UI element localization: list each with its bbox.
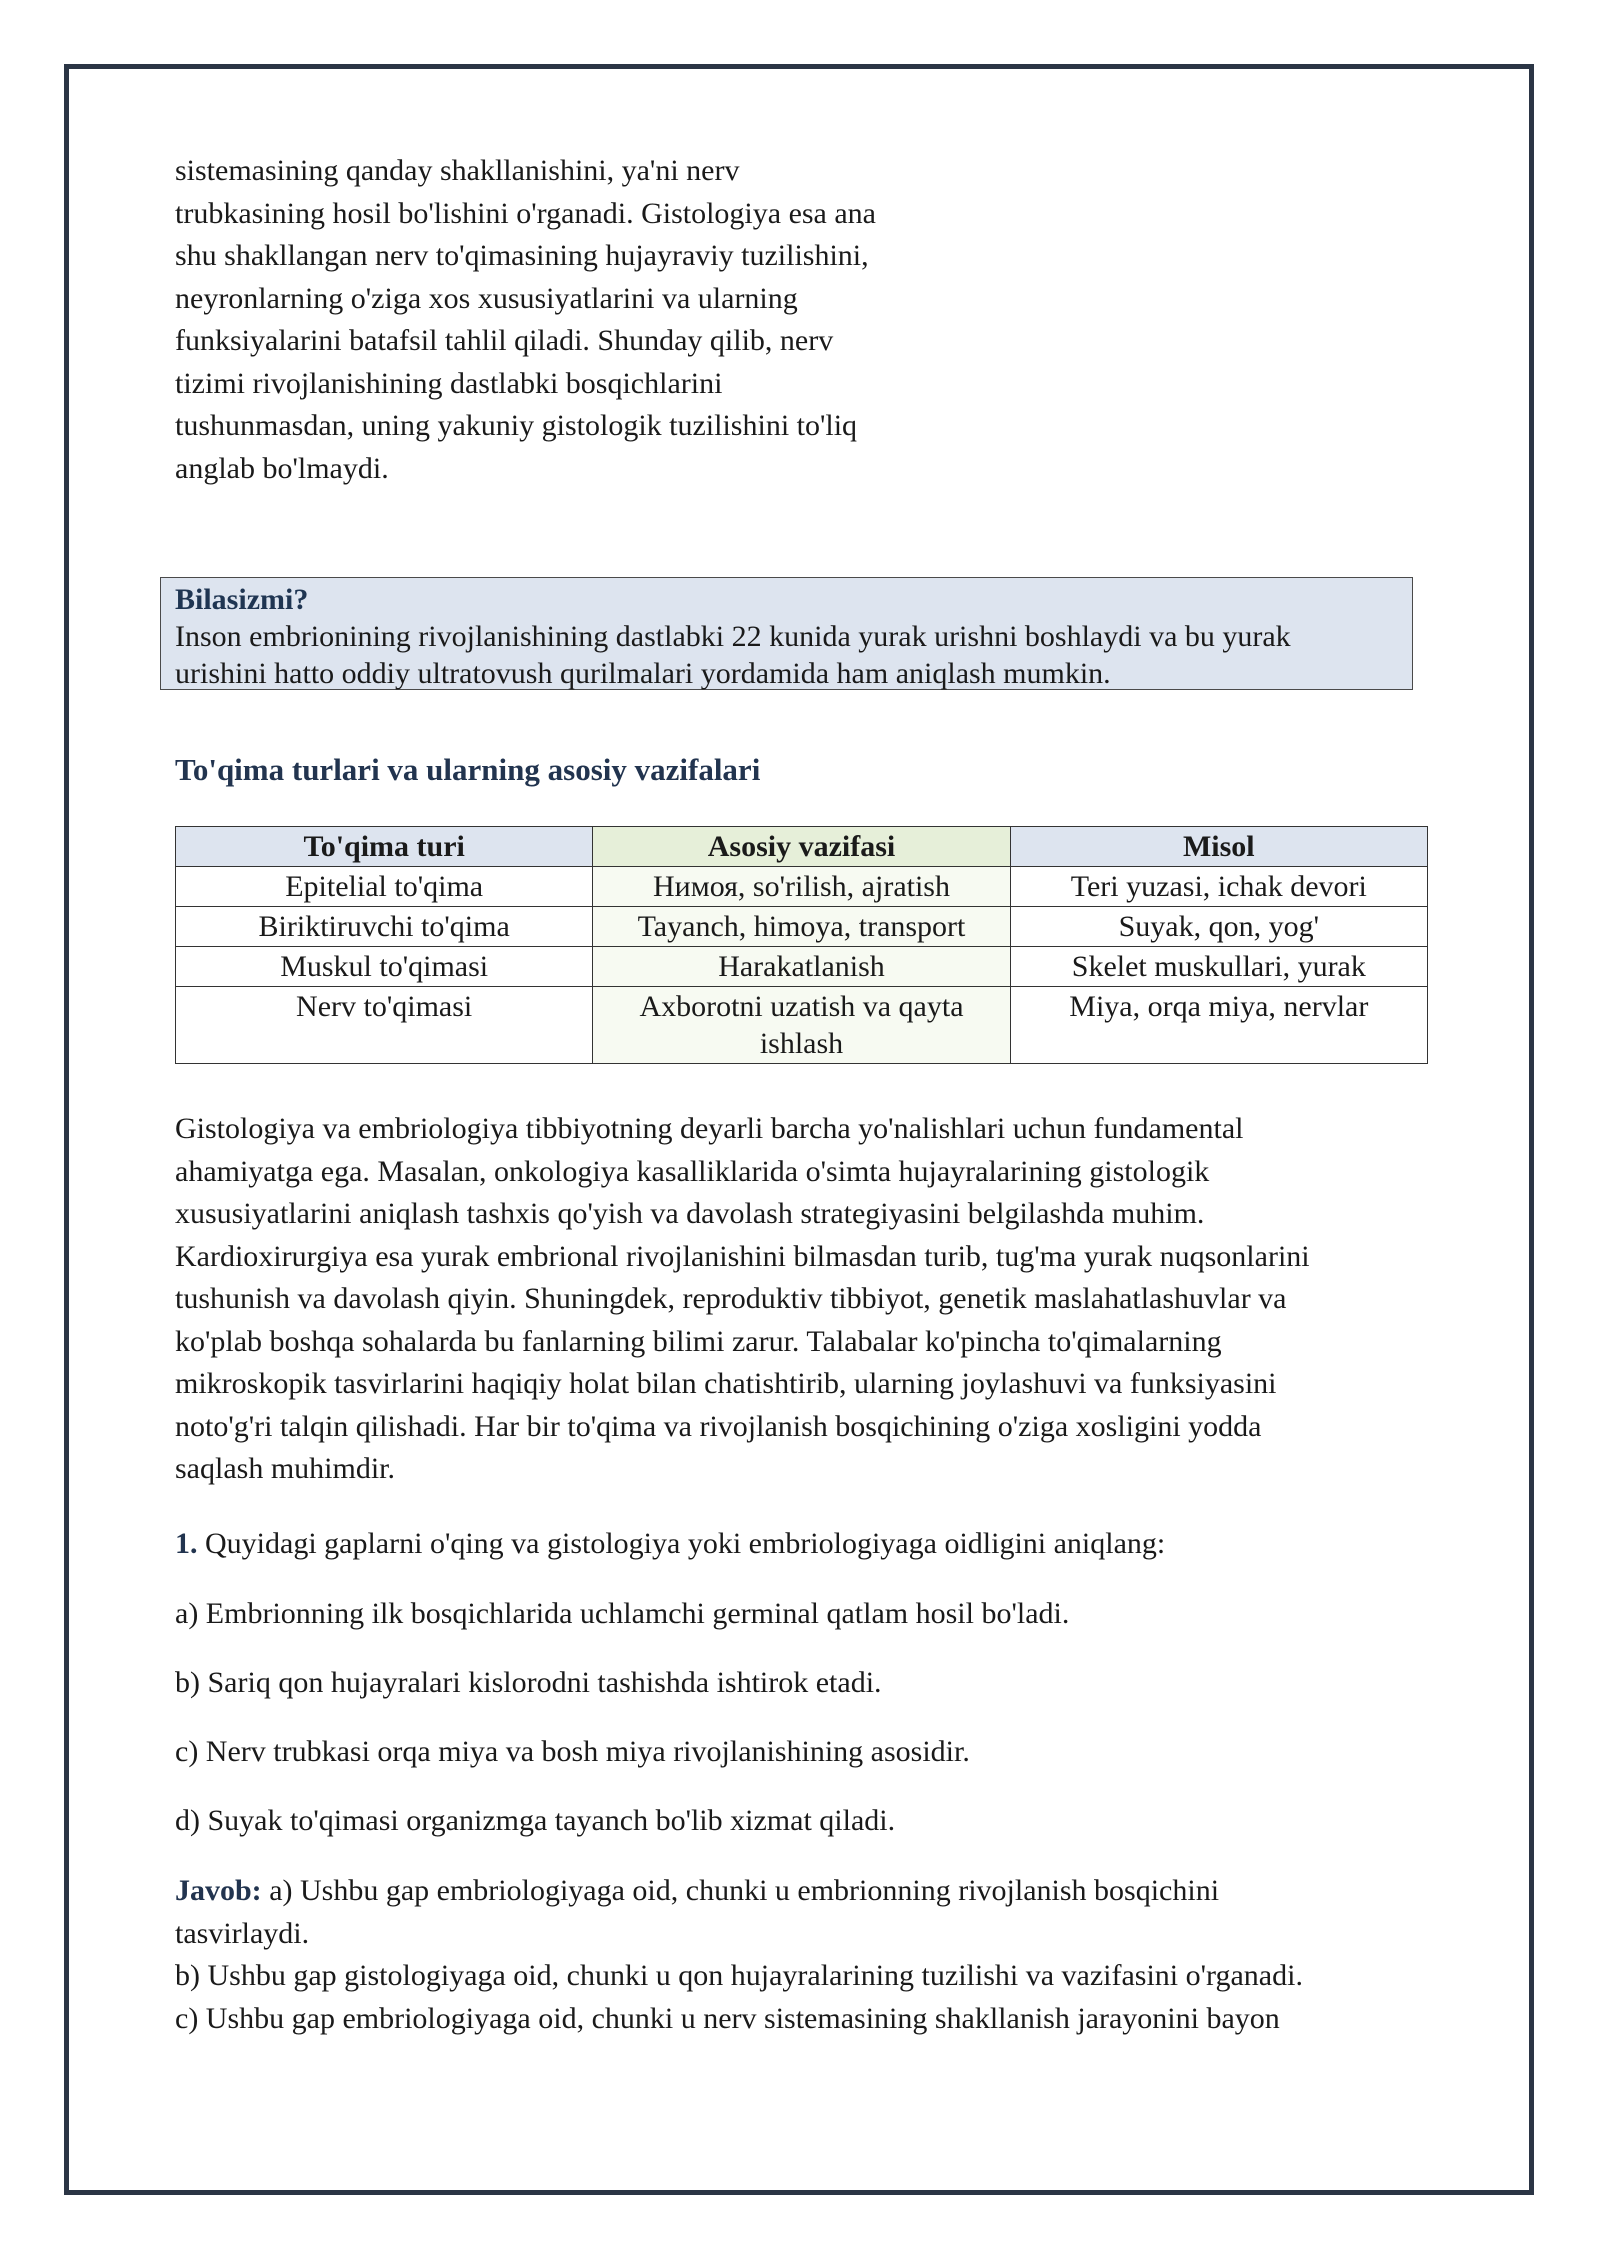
question-item-a: a) Embrionning ilk bosqichlarida uchlamchi germinal qatlam hosil bo'ladi. (175, 1597, 1070, 1630)
question-text: Quyidagi gaplarni o'qing va gistologiya yoki embriologiyaga oidligini aniqlang: (197, 1527, 1166, 1560)
text-line: saqlash muhimdir. (175, 1452, 395, 1485)
text-line: ko'plab boshqa sohalarda bu fanlarning bilimi zarur. Talabalar ko'pincha to'qimalarning (175, 1324, 1222, 1358)
intro-paragraph (175, 150, 1435, 490)
table-header: Misol (1010, 827, 1427, 867)
table-row (176, 987, 1428, 1064)
table-cell: Teri yuzasi, ichak devori (1010, 867, 1427, 907)
text-line: funksiyalarini batafsil tahlil qiladi. Shunday qilib, nerv (175, 324, 834, 357)
table-cell: Нимоя, so'rilish, ajratish (593, 867, 1010, 907)
did-you-know-line: Inson embrionining rivojlanishining dastlabki 22 kunida yurak urishni boshlaydi va bu yurak (175, 620, 1291, 653)
question-item-b: b) Sariq qon hujayralari kislorodni tashishda ishtirok etadi. (175, 1666, 882, 1699)
question-number: 1. (175, 1527, 198, 1560)
section-heading: To'qima turlari va ularning asosiy vazifalari (175, 752, 761, 787)
text-line: shu shakllangan nerv to'qimasining hujayraviy tuzilishini, (175, 239, 869, 272)
text-line: xususiyatlarini aniqlash tashxis qo'yish va davolash strategiyasini belgilashda muhim. (175, 1197, 1205, 1230)
table-header-row (176, 827, 1428, 867)
text-line: sistemasining qanday shakllanishini, ya'ni nerv (175, 154, 740, 187)
table-cell: Tayanch, himoya, transport (593, 907, 1010, 947)
table-cell: Suyak, qon, yog' (1010, 907, 1427, 947)
text-line: tizimi rivojlanishining dastlabki bosqichlarini (175, 366, 723, 400)
table-cell: Harakatlanish (593, 947, 1010, 987)
question-prompt (175, 1523, 1165, 1566)
answer-line: tasvirlaydi. (175, 1916, 310, 1950)
table-cell: Nerv to'qimasi (176, 987, 593, 1064)
answer-line: c) Ushbu gap embriologiyaga oid, chunki u nerv sistemasining shakllanish jarayonini bayon (175, 2001, 1280, 2035)
table-cell: Skelet muskullari, yurak (1010, 947, 1427, 987)
text-line: mikroskopik tasvirlarini haqiqiy holat bilan chatishtirib, ularning joylashuvi va funksiyasini (175, 1367, 1277, 1400)
table-row (176, 867, 1428, 907)
table-header: Asosiy vazifasi (593, 827, 1010, 867)
table-cell: Axborotni uzatish va qayta ishlash (593, 987, 1010, 1064)
table-cell: Biriktiruvchi to'qima (176, 907, 593, 947)
answer-block (175, 1870, 1303, 2040)
did-you-know-title: Bilasizmi? (175, 583, 309, 616)
question-item-c: c) Nerv trubkasi orqa miya va bosh miya rivojlanishining asosidir. (175, 1735, 970, 1768)
table-row (176, 947, 1428, 987)
did-you-know-box (160, 577, 1413, 690)
text-line: trubkasining hosil bo'lishini o'rganadi. Gistologiya esa ana (175, 196, 877, 230)
table-cell: Miya, orqa miya, nervlar (1010, 987, 1427, 1064)
body-paragraph (175, 1108, 1435, 1491)
table-cell: Muskul to'qimasi (176, 947, 593, 987)
text-line: tushunish va davolash qiyin. Shuningdek, reproduktiv tibbiyot, genetik maslahatlashuvlar va (175, 1282, 1287, 1315)
table-header: To'qima turi (176, 827, 593, 867)
question-item-d: d) Suyak to'qimasi organizmga tayanch bo'lib xizmat qiladi. (175, 1804, 896, 1837)
text-line: ahamiyatga ega. Masalan, onkologiya kasalliklarida o'simta hujayralarining gistologik (175, 1154, 1210, 1188)
text-line: Kardioxirurgiya esa yurak embrional rivojlanishini bilmasdan turib, tug'ma yurak nuqsonlarini (175, 1239, 1310, 1273)
text-line: tushunmasdan, uning yakuniy gistologik tuzilishini to'liq (175, 409, 858, 442)
answer-label: Javob: (175, 1874, 262, 1907)
answer-line: a) Ushbu gap embriologiyaga oid, chunki u embrionning rivojlanish bosqichini (261, 1874, 1220, 1907)
did-you-know-line: urishini hatto oddiy ultratovush qurilmalari yordamida ham aniqlash mumkin. (175, 657, 1111, 690)
text-line: Gistologiya va embriologiya tibbiyotning deyarli barcha yo'nalishlari uchun fundamental (175, 1112, 1244, 1145)
text-line: anglab bo'lmaydi. (175, 451, 389, 485)
table-cell: Epitelial to'qima (176, 867, 593, 907)
table-row (176, 907, 1428, 947)
text-line: noto'g'ri talqin qilishadi. Har bir to'qima va rivojlanish bosqichining o'ziga xosligini yodda (175, 1409, 1262, 1443)
tissue-table (175, 826, 1428, 1064)
answer-line: b) Ushbu gap gistologiyaga oid, chunki u qon hujayralarining tuzilishi va vazifasini o'rganadi. (175, 1959, 1303, 1992)
text-line: neyronlarning o'ziga xos xususiyatlarini va ularning (175, 281, 798, 315)
